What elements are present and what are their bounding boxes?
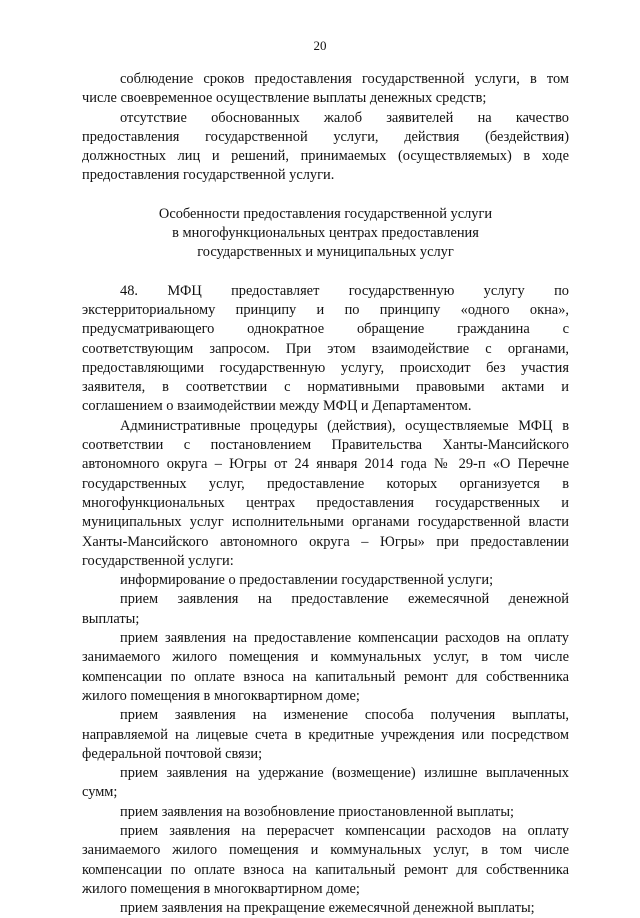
text-line: автономного округа – Югры от 24 января 2014 года № 29-п «О Перечне: [82, 456, 569, 473]
list-item-line: компенсации по оплате взноса на капитальный ремонт для собственника: [82, 668, 569, 685]
list-item-line: прием заявления на прекращение ежемесячной денежной выплаты;: [120, 900, 535, 917]
text-line: соблюдение сроков предоставления государственной услуги, в том: [120, 71, 569, 87]
text-line: отсутствие обоснованных жалоб заявителей на качество: [120, 109, 569, 126]
section-heading-line: в многофункциональных центрах предоставления: [172, 225, 479, 242]
text-line: должностных лиц и решений, принимаемых (осуществляемых) в ходе: [82, 148, 569, 165]
list-item-line: занимаемого жилого помещения и коммунальных услуг, в том числе: [82, 842, 569, 859]
section-heading-line: государственных и муниципальных услуг: [197, 244, 454, 261]
text-line: государственных услуг, предоставление которых организуется в: [82, 475, 569, 492]
list-item-line: компенсации по оплате взноса на капитальный ремонт для собственника: [82, 861, 569, 878]
list-item-line: прием заявления на изменение способа получения выплаты,: [120, 707, 569, 724]
paragraph-48-line: заявителя, в соответствии с нормативными правовыми актами и: [82, 379, 569, 396]
text-line: числе своевременное осуществление выплаты денежных средств;: [82, 90, 487, 107]
list-item-line: жилого помещения в многоквартирном доме;: [82, 880, 360, 897]
section-heading-line: Особенности предоставления государственной услуги: [158, 205, 493, 222]
list-item-line: прием заявления на предоставление компенсации расходов на оплату: [120, 630, 569, 647]
text-line: соответствии с постановлением Правительства Ханты-Мансийского: [82, 437, 569, 454]
paragraph-48-line: 48. МФЦ предоставляет государственную услугу по: [120, 282, 569, 299]
text-line: муниципальных услуг исполнительными органами государственной власти: [82, 514, 569, 531]
list-item-line: информирование о предоставлении государственной услуги;: [120, 572, 494, 589]
list-item-line: федеральной почтовой связи;: [82, 745, 263, 762]
list-item-line: направляемой на лицевые счета в кредитные учреждения или посредством: [82, 726, 569, 743]
list-item-line: прием заявления на удержание (возмещение) излишне выплаченных: [120, 765, 569, 782]
page-number: 20: [313, 38, 327, 53]
list-item-line: занимаемого жилого помещения и коммунальных услуг, в том числе: [82, 649, 569, 666]
paragraph-48-line: соглашением о взаимодействии между МФЦ и Департаментом.: [82, 398, 472, 415]
paragraph-48-line: экстерриториальному принципу и по принципу «одного окна»,: [82, 301, 569, 318]
paragraph-48-line: соответствующим запросом. При этом взаимодействие с органами,: [82, 340, 569, 357]
text-line: предоставления государственной услуги.: [82, 167, 335, 184]
list-item-line: прием заявления на возобновление приостановленной выплаты;: [120, 803, 514, 820]
text-line: многофункциональных центрах предоставления государственных и: [82, 494, 569, 511]
list-item-line: жилого помещения в многоквартирном доме;: [82, 687, 360, 704]
paragraph-48-line: предоставляющими государственную услугу, происходит без участия: [82, 359, 569, 376]
list-item-line: сумм;: [82, 784, 118, 801]
list-item-line: прием заявления на перерасчет компенсации расходов на оплату: [120, 822, 569, 839]
list-item-line: прием заявления на предоставление ежемесячной денежной: [120, 591, 569, 608]
text-line: предоставления государственной услуги, действия (бездействия): [82, 128, 569, 145]
document-body: [82, 70, 569, 918]
text-line: Административные процедуры (действия), осуществляемые МФЦ в: [120, 417, 569, 434]
text-line: Ханты-Мансийского автономного округа – Югры» при предоставлении: [82, 533, 569, 550]
list-item-line: выплаты;: [82, 610, 140, 627]
paragraph-48-line: предусматривающего однократное обращение гражданина с: [82, 321, 569, 338]
text-line: государственной услуги:: [82, 552, 234, 569]
